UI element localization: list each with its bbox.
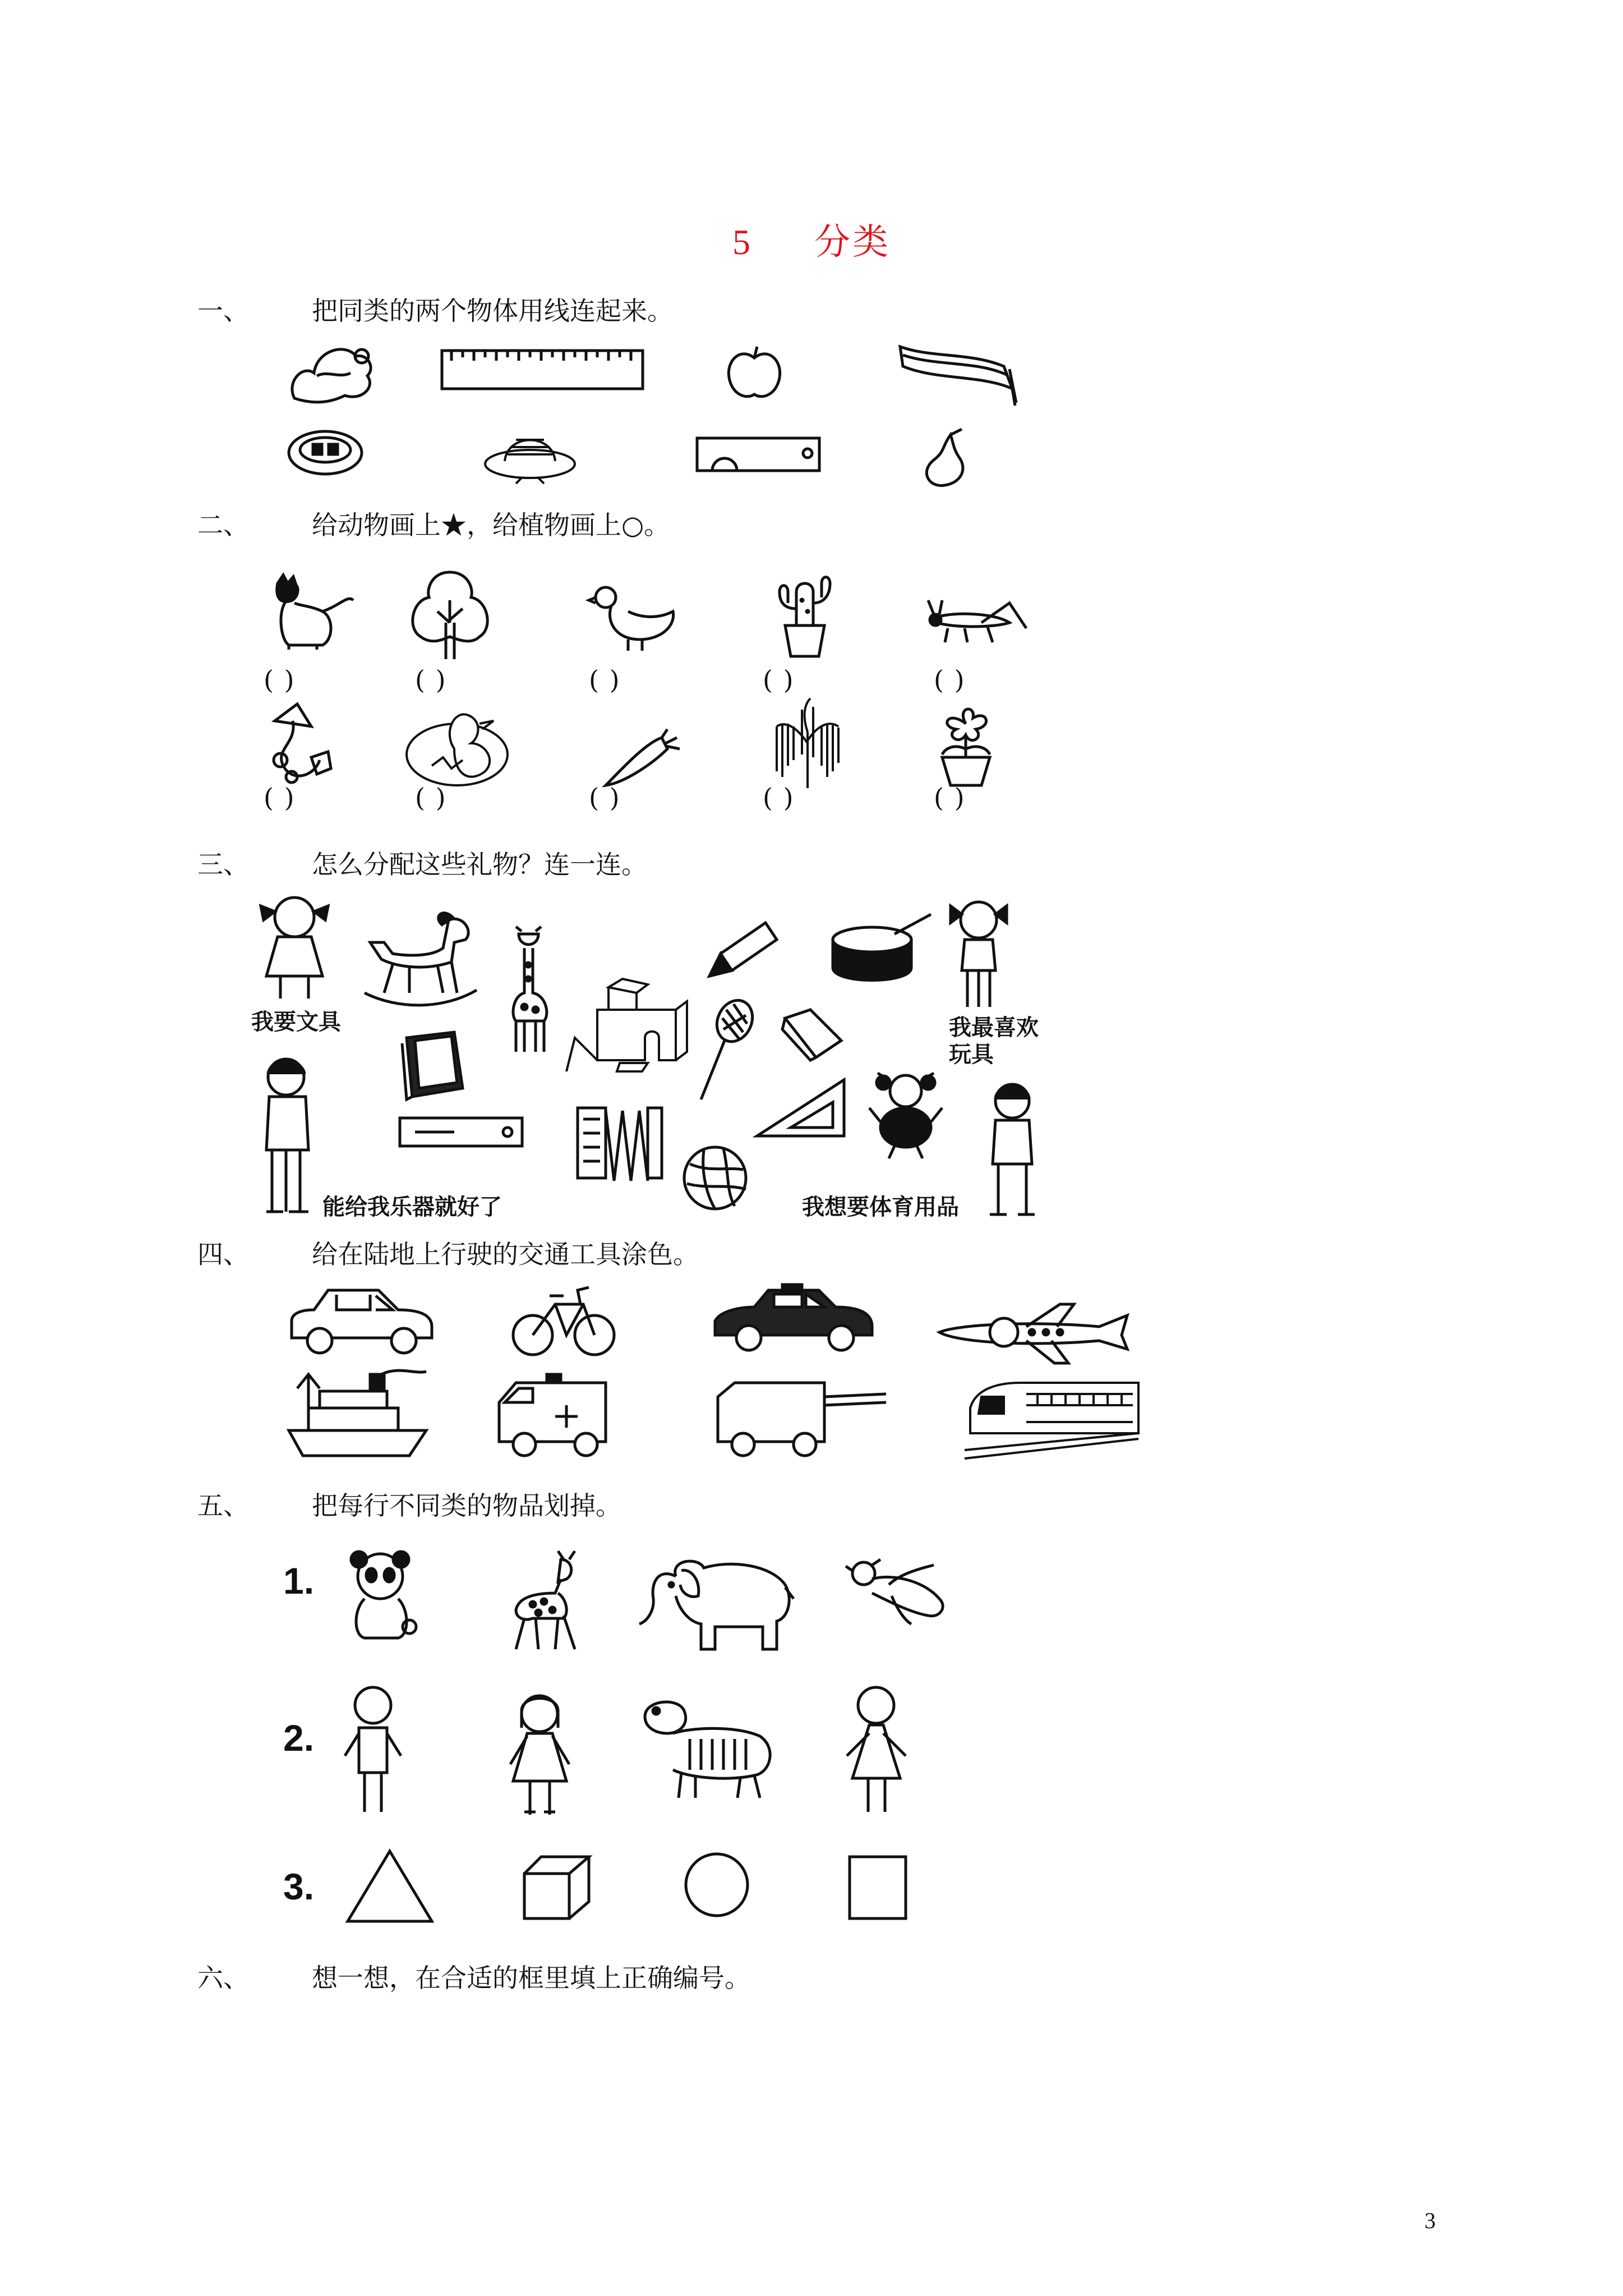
cactus-picture <box>768 569 841 659</box>
giraffe-picture <box>505 926 555 1055</box>
q2-number: 二、 <box>197 510 249 540</box>
caption-boy-instrument: 能给我乐器就好了 <box>322 1194 502 1220</box>
boy-instrument-picture <box>255 1055 322 1217</box>
paren-grasshopper[interactable]: ( ) <box>934 665 966 695</box>
accordion-picture <box>575 1102 665 1186</box>
truck-picture <box>712 1380 892 1458</box>
stick-girl-picture <box>841 1686 911 1815</box>
building-blocks-picture <box>564 976 695 1074</box>
soap-picture <box>286 427 365 478</box>
bicycle-picture <box>510 1282 617 1360</box>
q5-row-label-3: 3. <box>283 1866 315 1907</box>
q5-row-label-2: 2. <box>283 1717 315 1759</box>
ruler-picture <box>440 349 645 391</box>
triangle-shape <box>345 1848 435 1924</box>
paren-duckling[interactable]: ( ) <box>415 783 447 813</box>
scarf-picture <box>897 341 1018 408</box>
apple-picture <box>723 341 785 403</box>
q1-number: 一、 <box>197 296 249 326</box>
girl-stationery-picture <box>255 892 334 1004</box>
train-picture <box>965 1374 1141 1461</box>
caption-boy-sports: 我想要体育用品 <box>802 1194 959 1220</box>
square-shape <box>847 1854 909 1921</box>
bird-picture <box>844 1557 956 1627</box>
volleyball-picture <box>681 1144 749 1212</box>
q3-text: 怎么分配这些礼物？连一连。 <box>312 849 647 880</box>
doll-girl-picture <box>502 1691 578 1818</box>
pear-picture <box>914 426 976 488</box>
q5-text: 把每行不同类的物品划掉。 <box>312 1490 621 1521</box>
eraser-picture <box>777 1007 847 1063</box>
potted-flower-picture <box>925 701 1007 788</box>
willow-picture <box>768 693 847 791</box>
grasshopper-picture <box>925 597 1029 648</box>
caption-girl-stationery: 我要文具 <box>251 1009 341 1035</box>
girl-toys-picture <box>948 898 1009 1010</box>
panda-picture <box>342 1548 421 1644</box>
tree-picture <box>404 567 496 662</box>
caption-girl-toys-2: 玩具 <box>949 1042 994 1068</box>
paren-cat[interactable]: ( ) <box>264 665 296 695</box>
q4-text: 给在陆地上行驶的交通工具涂色。 <box>312 1239 699 1269</box>
paren-potted-flower[interactable]: ( ) <box>934 783 966 813</box>
car-picture <box>286 1285 437 1358</box>
carrot-picture <box>603 726 681 788</box>
pencil-picture <box>704 920 780 982</box>
q5-number: 五、 <box>197 1490 249 1521</box>
notebook-picture <box>395 1029 468 1102</box>
racket-picture <box>695 999 757 1102</box>
clown-picture <box>866 1069 945 1161</box>
caption-girl-toys-1: 我最喜欢 <box>949 1015 1039 1041</box>
morning-glory-picture <box>258 698 342 788</box>
duckling-picture <box>404 698 513 791</box>
paren-duck[interactable]: ( ) <box>589 665 621 695</box>
boy-sports-picture <box>981 1080 1043 1220</box>
paren-cactus[interactable]: ( ) <box>763 665 795 695</box>
ship-picture <box>286 1369 432 1458</box>
page-number: 3 <box>1424 2208 1436 2233</box>
set-square-picture <box>754 1077 850 1139</box>
title-number: 5 <box>732 222 753 262</box>
rocking-horse-picture <box>359 909 479 1007</box>
ruler-3-picture <box>398 1116 524 1150</box>
straw-hat-picture <box>482 422 578 484</box>
page-title <box>0 213 1623 265</box>
ambulance-picture <box>494 1372 614 1461</box>
paren-tree[interactable]: ( ) <box>415 665 447 695</box>
elephant-picture <box>637 1554 796 1652</box>
q2-text: 给动物画上★，给植物画上○。 <box>312 510 670 540</box>
q6-number: 六、 <box>197 1963 249 1993</box>
paren-morning-glory[interactable]: ( ) <box>264 783 296 813</box>
stick-boy-picture <box>342 1686 404 1815</box>
paren-willow[interactable]: ( ) <box>763 783 795 813</box>
title-text: 分类 <box>814 222 891 263</box>
drum-picture <box>827 909 934 987</box>
q3-number: 三、 <box>197 849 249 880</box>
q1-text: 把同类的两个物体用线连起来。 <box>312 296 673 326</box>
q5-row-label-1: 1. <box>283 1560 315 1602</box>
q4-number: 四、 <box>197 1239 249 1269</box>
hat-picture <box>283 337 379 407</box>
taxi-picture <box>709 1282 878 1358</box>
sheep-picture <box>639 1694 780 1803</box>
deer-picture <box>505 1548 594 1655</box>
paren-carrot[interactable]: ( ) <box>589 783 621 813</box>
ruler-2-picture <box>695 436 822 473</box>
circle-shape <box>683 1851 750 1918</box>
duck-picture <box>589 583 679 654</box>
cube-shape <box>522 1854 592 1921</box>
cat-picture <box>255 572 356 651</box>
airplane-picture <box>937 1301 1133 1369</box>
q6-text: 想一想，在合适的框里填上正确编号。 <box>312 1963 750 1993</box>
